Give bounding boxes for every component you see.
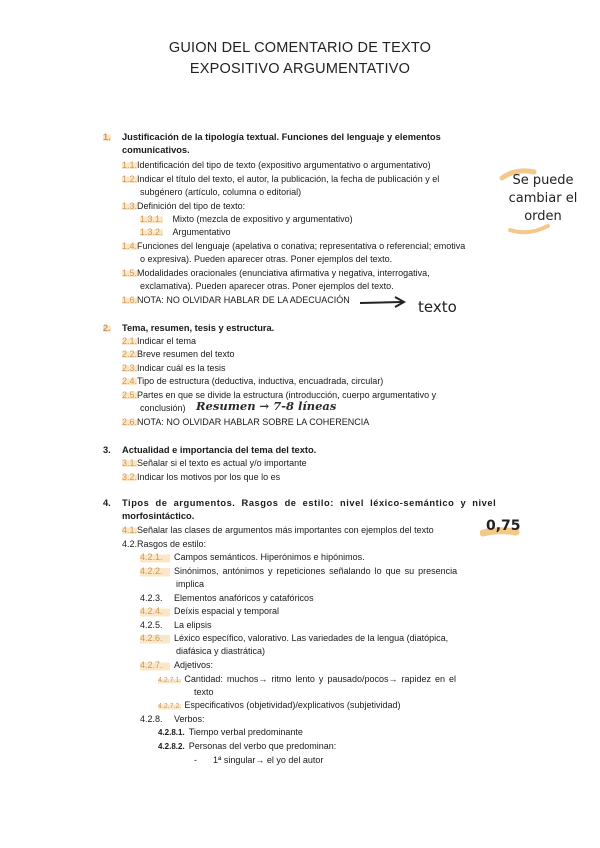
item-2-1: 2.1.Indicar el tema bbox=[122, 336, 197, 346]
side-note-line-1: Se puede bbox=[512, 173, 574, 188]
item-4-2-6: 4.2.6. Léxico específico, valorativo. Las variedades de la lengua (diatópica, bbox=[140, 633, 449, 643]
item-4-2-6-cont: diafásica y diastrática) bbox=[176, 646, 266, 656]
item-2-5: 2.5.Partes en que se divide la estructura (introducción, cuerpo argumentativo y bbox=[122, 390, 437, 400]
item-2-6: 2.6.NOTA: NO OLVIDAR HABLAR SOBRE LA COHERENCIA bbox=[122, 417, 370, 427]
item-1-4-cont: o expresiva). Pueden aparecer otras. Poner ejemplos del texto. bbox=[140, 254, 393, 264]
section-4-title: Tipos de argumentos. Rasgos de estilo: nivel léxico-semántico y nivel bbox=[122, 498, 497, 508]
item-4-2-8-2-1: 1ª singular→ el yo del autor bbox=[213, 755, 324, 765]
handwritten-resumen: Resumen → 7-8 líneas bbox=[196, 399, 337, 413]
section-1-title: Justificación de la tipología textual. Funciones del lenguaje y elementos bbox=[122, 132, 441, 142]
section-2-number: 2. bbox=[103, 323, 111, 333]
item-2-4: 2.4.Tipo de estructura (deductiva, inductiva, encuadrada, circular) bbox=[122, 376, 384, 386]
item-4-2-8-2: 4.2.8.2. Personas del verbo que predominan: bbox=[158, 741, 337, 751]
handwritten-texto: texto bbox=[418, 298, 457, 316]
item-4-2-8-2-dash: - bbox=[194, 755, 197, 765]
item-1-3: 1.3.Definición del tipo de texto: bbox=[122, 201, 246, 211]
item-1-3-1: 1.3.1. Mixto (mezcla de expositivo y argumentativo) bbox=[140, 214, 353, 224]
item-1-5: 1.5.Modalidades oracionales (enunciativa afirmativa y negativa, interrogativa, bbox=[122, 268, 430, 278]
item-1-5-cont: exclamativa). Pueden aparecer otras. Poner ejemplos del texto. bbox=[140, 281, 394, 291]
item-1-2-cont: subgénero (artículo, columna o editorial) bbox=[140, 187, 302, 197]
item-4-2-7-1: 4.2.7.1. Cantidad: muchos→ ritmo lento y pausado/pocos→ rapidez en el bbox=[158, 674, 457, 684]
section-3-title: Actualidad e importancia del tema del texto. bbox=[122, 445, 317, 455]
section-1-title-cont: comunicativos. bbox=[122, 145, 190, 155]
side-note-line-2: cambiar el bbox=[508, 191, 578, 206]
side-note-line-3: orden bbox=[524, 209, 562, 224]
item-3-2: 3.2.Indicar los motivos por los que lo es bbox=[122, 472, 281, 482]
item-4-2-2-cont: implica bbox=[176, 579, 205, 589]
document-title-line-1: GUION DEL COMENTARIO DE TEXTO bbox=[168, 40, 432, 56]
item-1-6: 1.6.NOTA: NO OLVIDAR HABLAR DE LA ADECUACIÓN bbox=[122, 295, 350, 305]
item-1-3-2: 1.3.2. Argumentativo bbox=[140, 227, 231, 237]
item-2-3: 2.3.Indicar cuál es la tesis bbox=[122, 363, 226, 373]
item-4-2-2: 4.2.2. Sinónimos, antónimos y repeticiones señalando lo que su presencia bbox=[140, 566, 458, 576]
item-1-1: 1.1.Identificación del tipo de texto (expositivo argumentativo o argumentativo) bbox=[122, 160, 431, 170]
item-1-4: 1.4.Funciones del lenguaje (apelativa o conativa; representativa o referencial; emotiva bbox=[122, 241, 466, 251]
section-4-number: 4. bbox=[103, 498, 111, 508]
item-4-2-4: 4.2.4. Deíxis espacial y temporal bbox=[140, 606, 280, 616]
section-2-title: Tema, resumen, tesis y estructura. bbox=[122, 323, 275, 333]
handwritten-score: 0,75 bbox=[486, 518, 521, 534]
item-4-2-1: 4.2.1. Campos semánticos. Hiperónimos e hipónimos. bbox=[140, 552, 365, 562]
item-4-2-7-2: 4.2.7.2. Especificativos (objetividad)/explicativos (subjetividad) bbox=[158, 700, 401, 710]
item-4-2-8-1: 4.2.8.1. Tiempo verbal predominante bbox=[158, 727, 303, 737]
item-2-2: 2.2.Breve resumen del texto bbox=[122, 349, 235, 359]
item-4-2-8: 4.2.8. Verbos: bbox=[140, 714, 205, 724]
item-4-2-3: 4.2.3. Elementos anafóricos y catafóricos bbox=[140, 593, 314, 603]
item-2-5-cont: conclusión) bbox=[140, 403, 186, 413]
item-4-2: 4.2.Rasgos de estilo: bbox=[122, 539, 207, 549]
arrow-right-icon bbox=[358, 294, 408, 310]
item-4-2-7-1-cont: texto bbox=[194, 687, 214, 697]
document-title-line-2: EXPOSITIVO ARGUMENTATIVO bbox=[189, 61, 411, 77]
section-3-number: 3. bbox=[103, 445, 111, 455]
item-3-1: 3.1.Señalar si el texto es actual y/o importante bbox=[122, 458, 307, 468]
item-4-1: 4.1.Señalar las clases de argumentos más importantes con ejemplos del texto bbox=[122, 525, 434, 535]
item-4-2-5: 4.2.5. La elipsis bbox=[140, 620, 212, 630]
section-1-number: 1. bbox=[103, 132, 111, 142]
item-4-2-7: 4.2.7. Adjetivos: bbox=[140, 660, 214, 670]
item-1-2: 1.2.Indicar el título del texto, el autor, la publicación, la fecha de publicación y el bbox=[122, 174, 440, 184]
section-4-title-cont: morfosintáctico. bbox=[122, 511, 195, 521]
